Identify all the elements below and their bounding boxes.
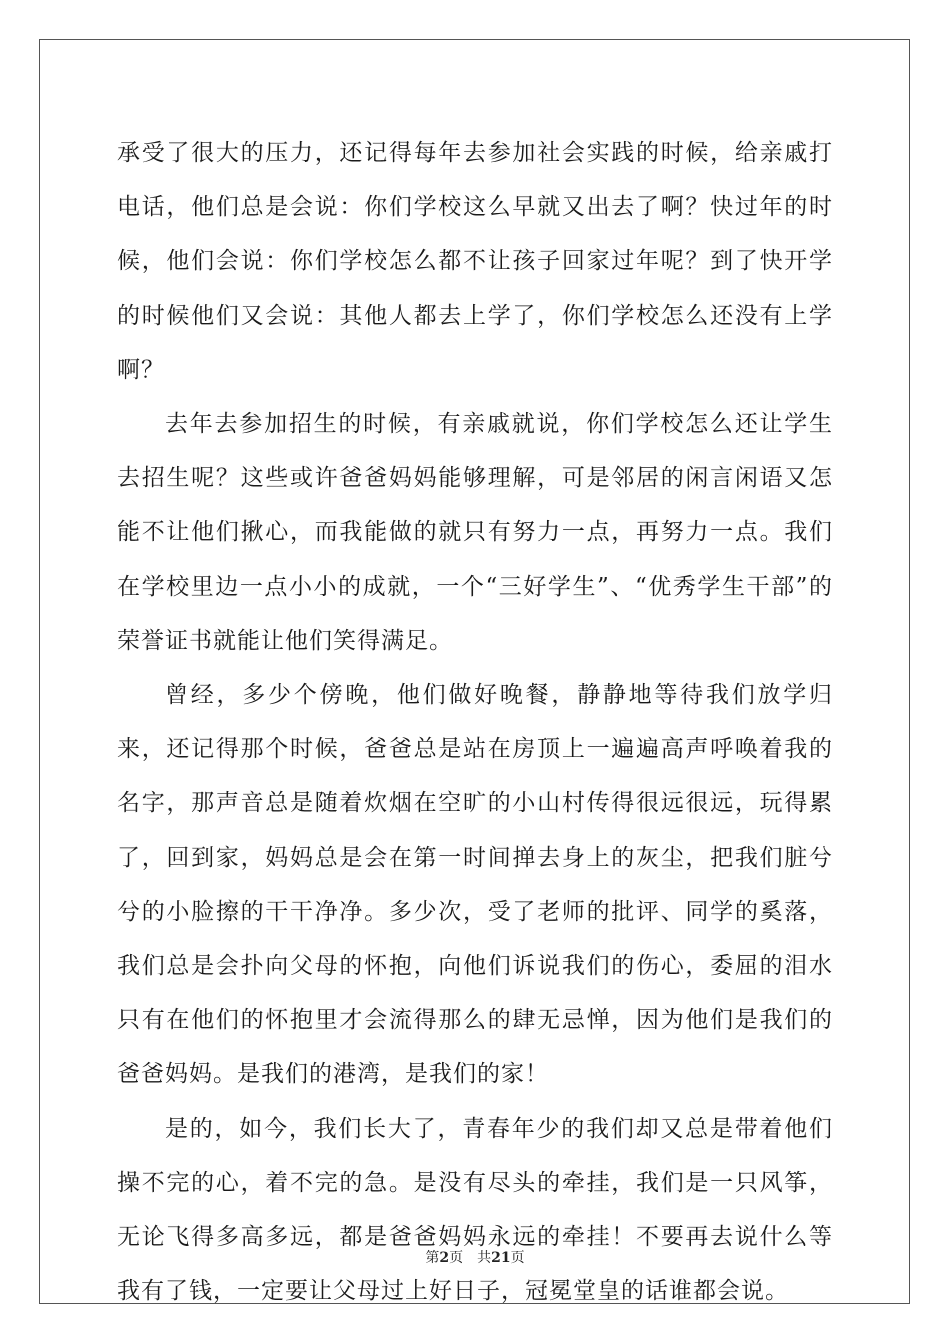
page-number: 2 [439,1250,450,1266]
page-suffix: 页 [449,1250,464,1266]
paragraph-4: 是的，如今，我们长大了，青春年少的我们却又总是带着他们操不完的心，着不完的急。是没有尽头的牵挂，我们是一只风筝，无论飞得多高多远，都是爸爸妈妈永远的牵挂！不要再去说什么等我有了钱，一定要让父母过上好日子，冠冕堂皇的话谁都会说。 [117,1115,833,1305]
page-footer [0,1247,950,1267]
paragraph-3: 曾经，多少个傍晚，他们做好晚餐，静静地等待我们放学归来，还记得那个时候，爸爸总是站在房顶上一遍遍高声呼唤着我的名字，那声音总是随着炊烟在空旷的小山村传得很远很远，玩得累了，回到家，妈妈总是会在第一时间掸去身上的灰尘，把我们脏兮兮的小脸擦的干干净净。多少次，受了老师的批评、同学的奚落，我们总是会扑向父母的怀抱，向他们诉说我们的伤心，委屈的泪水只有在他们的怀抱里才会流得那么的肆无忌惮，因为他们是我们的爸爸妈妈。是我们的港湾，是我们的家！ [117,682,833,1088]
total-pages: 21 [491,1250,511,1266]
paragraph-2: 去年去参加招生的时候，有亲戚就说，你们学校怎么还让学生去招生呢？这些或许爸爸妈妈能够理解，可是邻居的闲言闲语又怎能不让他们揪心，而我能做的就只有努力一点，再努力一点。我们在学校里边一点小小的成就，一个“三好学生”、“优秀学生干部”的荣誉证书就能让他们笑得满足。 [117,411,833,654]
total-prefix: 共 [477,1250,492,1266]
page-prefix: 第 [425,1250,440,1266]
document-body [117,126,833,1318]
paragraph-1: 承受了很大的压力，还记得每年去参加社会实践的时候，给亲戚打电话，他们总是会说：你们学校这么早就又出去了啊？快过年的时候，他们会说：你们学校怎么都不让孩子回家过年呢？到了快开学的时候他们又会说：其他人都去上学了，你们学校怎么还没有上学啊？ [117,140,833,383]
total-suffix: 页 [510,1250,525,1266]
